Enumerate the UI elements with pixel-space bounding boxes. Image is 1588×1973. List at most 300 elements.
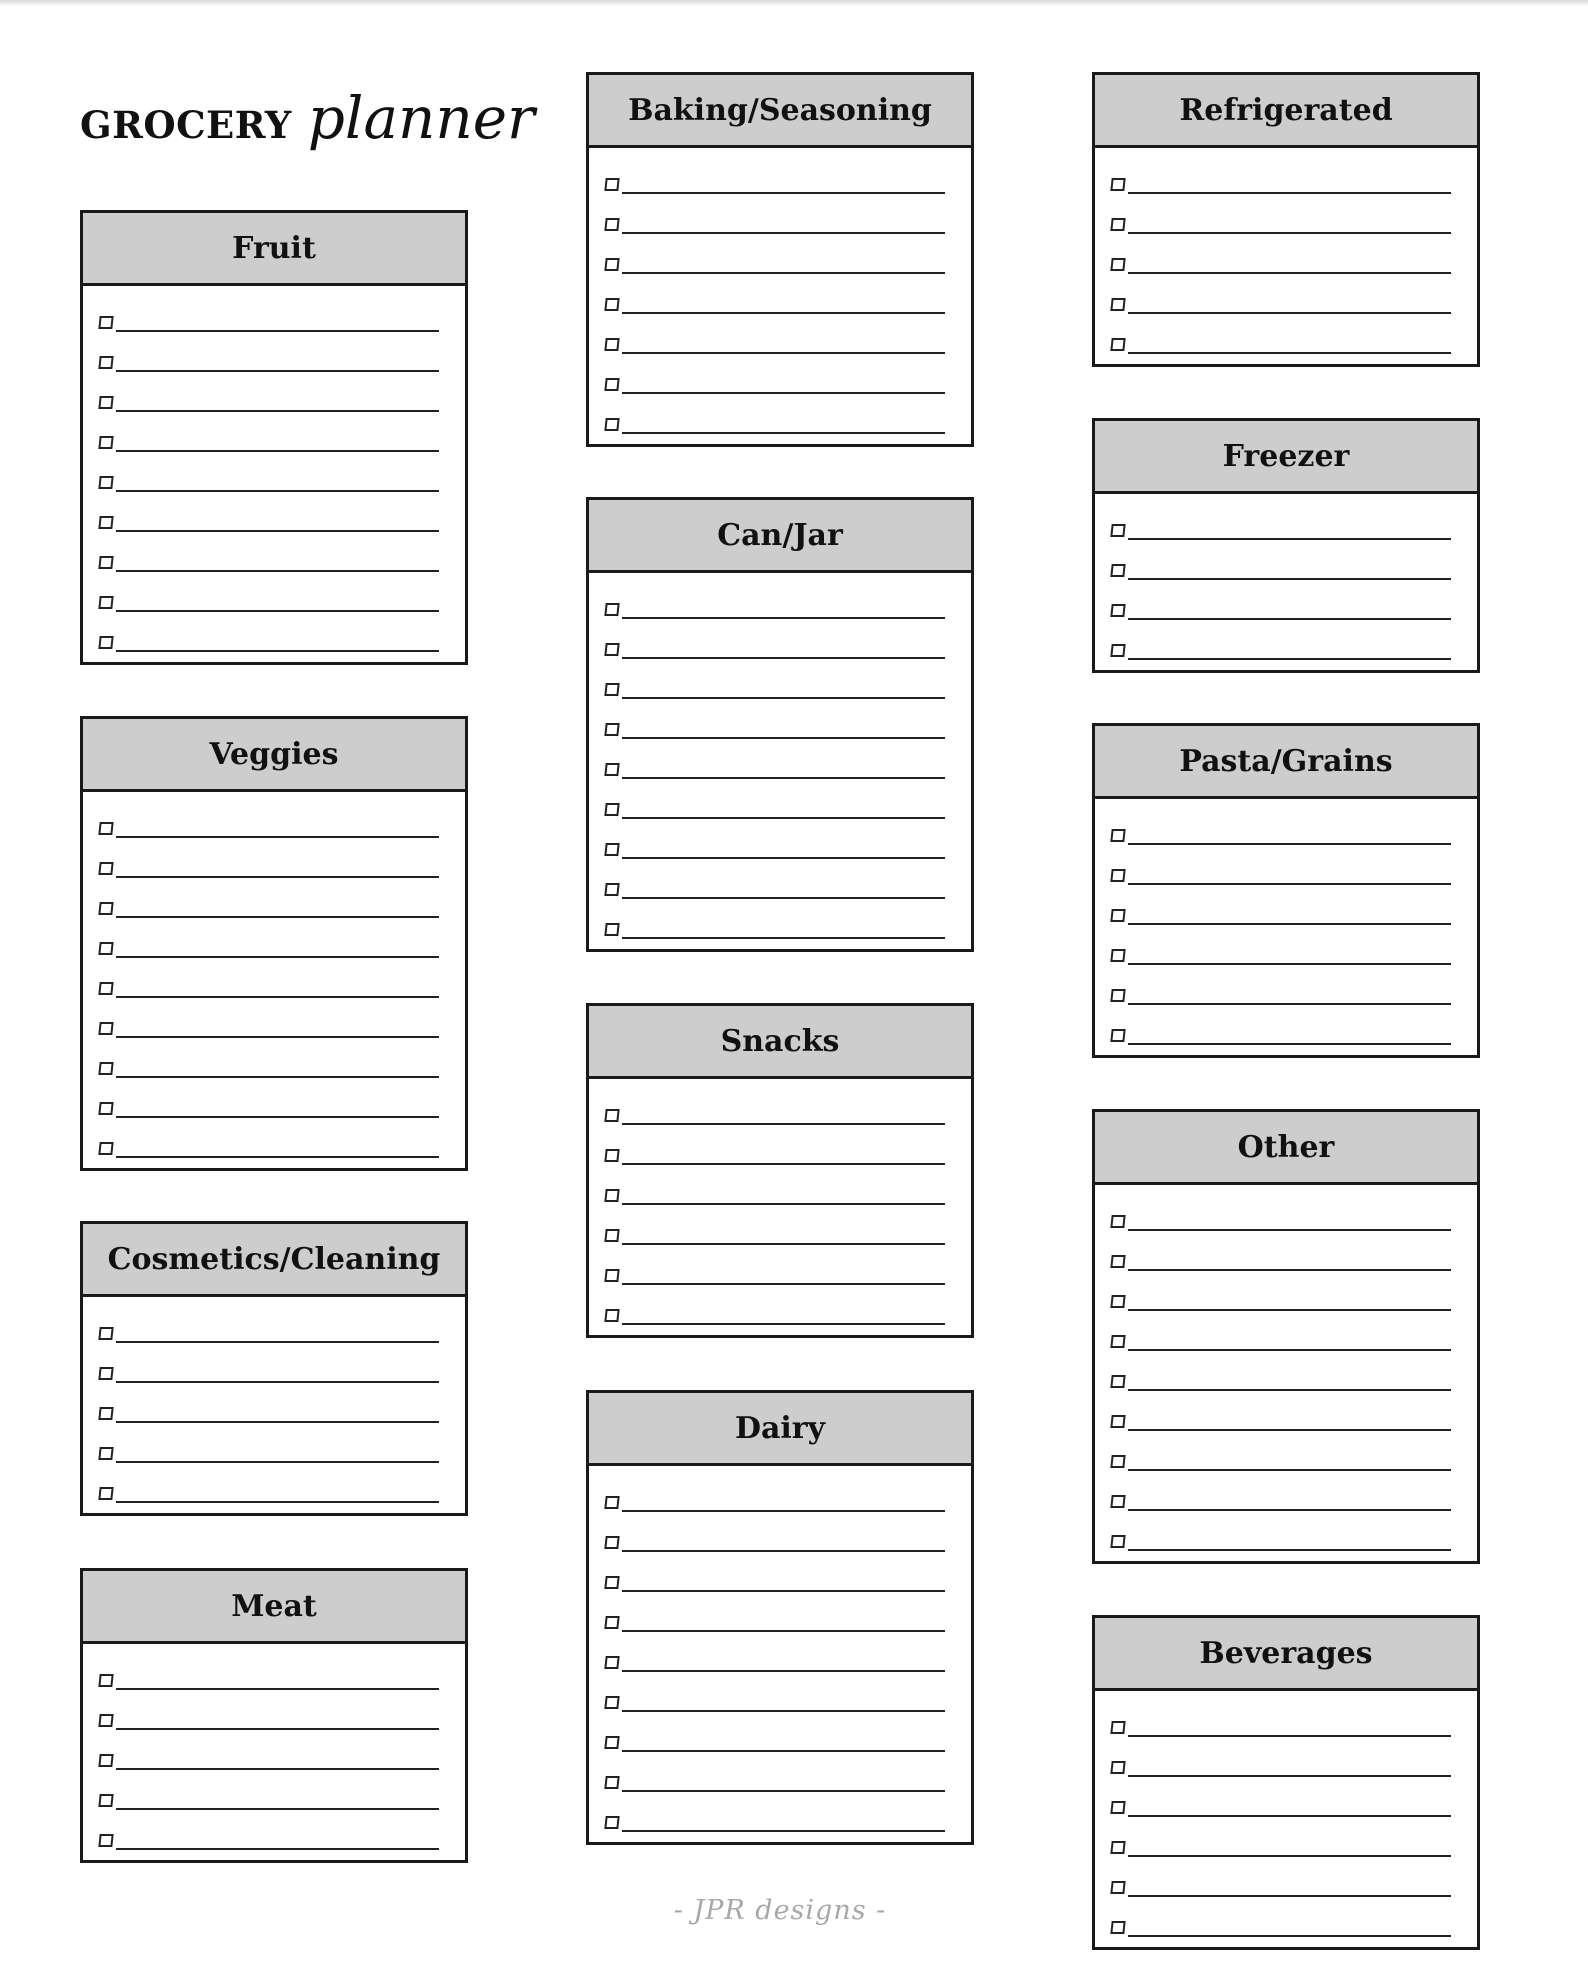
list-item	[1095, 1241, 1477, 1281]
write-line[interactable]	[622, 272, 945, 274]
write-line[interactable]	[622, 1750, 945, 1752]
checkbox[interactable]	[1110, 1215, 1125, 1228]
list-item	[1095, 1521, 1477, 1561]
write-line[interactable]	[622, 657, 945, 659]
top-edge-shadow	[0, 0, 1588, 6]
list-item	[83, 1473, 465, 1513]
list-item	[589, 669, 971, 709]
list-item	[83, 302, 465, 342]
list-item	[83, 342, 465, 382]
checkbox[interactable]	[98, 396, 113, 409]
write-line[interactable]	[116, 1501, 439, 1503]
list-item	[589, 829, 971, 869]
write-line[interactable]	[1128, 1775, 1451, 1777]
list-item	[589, 789, 971, 829]
list-item	[83, 1700, 465, 1740]
write-line[interactable]	[1128, 312, 1451, 314]
checkbox[interactable]	[1110, 1455, 1125, 1468]
write-line[interactable]	[622, 897, 945, 899]
section-heading: Can/Jar	[589, 500, 971, 573]
write-line[interactable]	[622, 432, 945, 434]
checkbox[interactable]	[98, 476, 113, 489]
list-item	[83, 808, 465, 848]
checkbox[interactable]	[604, 218, 619, 231]
section-heading: Pasta/Grains	[1095, 726, 1477, 799]
write-line[interactable]	[622, 1243, 945, 1245]
checkbox[interactable]	[604, 258, 619, 271]
list-item	[589, 1482, 971, 1522]
section-baking-seasoning	[586, 72, 974, 447]
write-line[interactable]	[622, 1550, 945, 1552]
checkbox[interactable]	[98, 1834, 113, 1847]
write-line[interactable]	[116, 330, 439, 332]
write-line[interactable]	[622, 737, 945, 739]
item-list	[589, 148, 971, 444]
list-item	[83, 422, 465, 462]
title-main: GROCERY	[80, 103, 292, 147]
write-line[interactable]	[1128, 1269, 1451, 1271]
checkbox[interactable]	[1110, 258, 1125, 271]
checkbox[interactable]	[1110, 1415, 1125, 1428]
write-line[interactable]	[116, 410, 439, 412]
checkbox[interactable]	[98, 982, 113, 995]
list-item	[1095, 1827, 1477, 1867]
checkbox[interactable]	[604, 178, 619, 191]
write-line[interactable]	[622, 857, 945, 859]
checkbox[interactable]	[604, 1576, 619, 1589]
list-item	[589, 324, 971, 364]
checkbox[interactable]	[98, 636, 113, 649]
checkbox[interactable]	[604, 1616, 619, 1629]
list-item	[1095, 895, 1477, 935]
write-line[interactable]	[1128, 1349, 1451, 1351]
list-item	[589, 1215, 971, 1255]
list-item	[83, 1740, 465, 1780]
checkbox[interactable]	[1110, 298, 1125, 311]
section-snacks	[586, 1003, 974, 1338]
checkbox[interactable]	[604, 378, 619, 391]
write-line[interactable]	[116, 1808, 439, 1810]
write-line[interactable]	[1128, 1309, 1451, 1311]
list-item	[83, 542, 465, 582]
checkbox[interactable]	[604, 1189, 619, 1202]
checkbox[interactable]	[1110, 1375, 1125, 1388]
checkbox[interactable]	[98, 1447, 113, 1460]
list-item	[83, 462, 465, 502]
list-item	[1095, 1361, 1477, 1401]
checkbox[interactable]	[98, 1102, 113, 1115]
write-line[interactable]	[116, 956, 439, 958]
item-list	[1095, 1691, 1477, 1947]
write-line[interactable]	[1128, 1855, 1451, 1857]
checkbox[interactable]	[604, 1269, 619, 1282]
list-item	[83, 968, 465, 1008]
section-other	[1092, 1109, 1480, 1564]
checkbox[interactable]	[98, 862, 113, 875]
checkbox[interactable]	[604, 298, 619, 311]
item-list	[589, 573, 971, 949]
section-freezer	[1092, 418, 1480, 673]
write-line[interactable]	[622, 192, 945, 194]
checkbox[interactable]	[98, 1022, 113, 1035]
list-item	[1095, 204, 1477, 244]
write-line[interactable]	[622, 1283, 945, 1285]
write-line[interactable]	[116, 1116, 439, 1118]
item-list	[1095, 494, 1477, 670]
write-line[interactable]	[116, 450, 439, 452]
checkbox[interactable]	[1110, 829, 1125, 842]
checkbox[interactable]	[1110, 949, 1125, 962]
section-dairy	[586, 1390, 974, 1845]
checkbox[interactable]	[98, 1754, 113, 1767]
item-list	[83, 286, 465, 662]
list-item	[1095, 1201, 1477, 1241]
write-line[interactable]	[622, 937, 945, 939]
checkbox[interactable]	[1110, 1535, 1125, 1548]
list-item	[83, 1820, 465, 1860]
list-item	[83, 1353, 465, 1393]
checkbox[interactable]	[1110, 1881, 1125, 1894]
checkbox[interactable]	[98, 1714, 113, 1727]
checkbox[interactable]	[1110, 1029, 1125, 1042]
section-heading: Beverages	[1095, 1618, 1477, 1691]
list-item	[1095, 1787, 1477, 1827]
section-heading: Veggies	[83, 719, 465, 792]
section-heading: Baking/Seasoning	[589, 75, 971, 148]
write-line[interactable]	[622, 232, 945, 234]
list-item	[83, 1088, 465, 1128]
write-line[interactable]	[1128, 538, 1451, 540]
write-line[interactable]	[1128, 1549, 1451, 1551]
checkbox[interactable]	[98, 942, 113, 955]
list-item	[83, 1008, 465, 1048]
section-cosmetics-cleaning	[80, 1221, 468, 1516]
checkbox[interactable]	[604, 418, 619, 431]
write-line[interactable]	[1128, 1229, 1451, 1231]
checkbox[interactable]	[1110, 989, 1125, 1002]
list-item	[83, 888, 465, 928]
write-line[interactable]	[1128, 883, 1451, 885]
write-line[interactable]	[622, 1203, 945, 1205]
write-line[interactable]	[116, 876, 439, 878]
write-line[interactable]	[622, 1123, 945, 1125]
list-item	[589, 1682, 971, 1722]
write-line[interactable]	[1128, 658, 1451, 660]
item-list	[83, 792, 465, 1168]
write-line[interactable]	[1128, 1895, 1451, 1897]
list-item	[589, 1522, 971, 1562]
list-item	[83, 1393, 465, 1433]
write-line[interactable]	[116, 1728, 439, 1730]
write-line[interactable]	[622, 1163, 945, 1165]
list-item	[1095, 1321, 1477, 1361]
checkbox[interactable]	[1110, 178, 1125, 191]
checkbox[interactable]	[1110, 1295, 1125, 1308]
list-item	[589, 749, 971, 789]
checkbox[interactable]	[604, 1656, 619, 1669]
checkbox[interactable]	[1110, 1335, 1125, 1348]
write-line[interactable]	[1128, 192, 1451, 194]
list-item	[589, 909, 971, 949]
list-item	[83, 848, 465, 888]
list-item	[1095, 1441, 1477, 1481]
write-line[interactable]	[116, 916, 439, 918]
list-item	[1095, 975, 1477, 1015]
write-line[interactable]	[1128, 1429, 1451, 1431]
list-item	[83, 582, 465, 622]
checkbox[interactable]	[98, 1062, 113, 1075]
write-line[interactable]	[622, 312, 945, 314]
checkbox[interactable]	[98, 1487, 113, 1500]
checkbox[interactable]	[604, 1149, 619, 1162]
item-list	[1095, 799, 1477, 1055]
write-line[interactable]	[1128, 1815, 1451, 1817]
list-item	[83, 502, 465, 542]
list-item	[1095, 284, 1477, 324]
checkbox[interactable]	[604, 803, 619, 816]
section-meat	[80, 1568, 468, 1863]
write-line[interactable]	[1128, 1003, 1451, 1005]
list-item	[1095, 324, 1477, 364]
write-line[interactable]	[622, 1590, 945, 1592]
write-line[interactable]	[116, 1381, 439, 1383]
list-item	[589, 164, 971, 204]
write-line[interactable]	[1128, 923, 1451, 925]
list-item	[589, 364, 971, 404]
checkbox[interactable]	[604, 1536, 619, 1549]
checkbox[interactable]	[1110, 1495, 1125, 1508]
checkbox[interactable]	[604, 1816, 619, 1829]
write-line[interactable]	[116, 570, 439, 572]
list-item	[1095, 1015, 1477, 1055]
write-line[interactable]	[622, 697, 945, 699]
write-line[interactable]	[1128, 963, 1451, 965]
write-line[interactable]	[1128, 272, 1451, 274]
write-line[interactable]	[622, 352, 945, 354]
write-line[interactable]	[1128, 618, 1451, 620]
checkbox[interactable]	[604, 1696, 619, 1709]
write-line[interactable]	[116, 1421, 439, 1423]
section-fruit	[80, 210, 468, 665]
list-item	[589, 1295, 971, 1335]
write-line[interactable]	[1128, 578, 1451, 580]
checkbox[interactable]	[98, 1674, 113, 1687]
checkbox[interactable]	[98, 436, 113, 449]
item-list	[83, 1644, 465, 1860]
write-line[interactable]	[116, 370, 439, 372]
section-heading: Fruit	[83, 213, 465, 286]
checkbox[interactable]	[604, 723, 619, 736]
section-heading: Cosmetics/Cleaning	[83, 1224, 465, 1297]
list-item	[589, 284, 971, 324]
write-line[interactable]	[116, 1156, 439, 1158]
write-line[interactable]	[1128, 1735, 1451, 1737]
list-item	[1095, 815, 1477, 855]
write-line[interactable]	[116, 1036, 439, 1038]
list-item	[1095, 1401, 1477, 1441]
write-line[interactable]	[1128, 1389, 1451, 1391]
write-line[interactable]	[1128, 1935, 1451, 1937]
write-line[interactable]	[116, 610, 439, 612]
checkbox[interactable]	[1110, 338, 1125, 351]
list-item	[1095, 1707, 1477, 1747]
write-line[interactable]	[622, 1830, 945, 1832]
checkbox[interactable]	[604, 1309, 619, 1322]
checkbox[interactable]	[1110, 869, 1125, 882]
item-list	[589, 1466, 971, 1842]
list-item	[83, 1660, 465, 1700]
section-beverages	[1092, 1615, 1480, 1950]
checkbox[interactable]	[604, 763, 619, 776]
write-line[interactable]	[116, 1848, 439, 1850]
write-line[interactable]	[1128, 843, 1451, 845]
list-item	[1095, 1907, 1477, 1947]
checkbox[interactable]	[1110, 524, 1125, 537]
checkbox[interactable]	[604, 843, 619, 856]
write-line[interactable]	[622, 1323, 945, 1325]
write-line[interactable]	[622, 392, 945, 394]
list-item	[1095, 1281, 1477, 1321]
checkbox[interactable]	[604, 1776, 619, 1789]
write-line[interactable]	[622, 1630, 945, 1632]
checkbox[interactable]	[1110, 1801, 1125, 1814]
list-item	[1095, 550, 1477, 590]
checkbox[interactable]	[98, 822, 113, 835]
checkbox[interactable]	[1110, 564, 1125, 577]
list-item	[589, 1722, 971, 1762]
list-item	[589, 709, 971, 749]
write-line[interactable]	[622, 777, 945, 779]
section-heading: Meat	[83, 1571, 465, 1644]
checkbox[interactable]	[1110, 1921, 1125, 1934]
list-item	[589, 1175, 971, 1215]
write-line[interactable]	[1128, 1509, 1451, 1511]
write-line[interactable]	[116, 530, 439, 532]
checkbox[interactable]	[98, 1794, 113, 1807]
checkbox[interactable]	[604, 883, 619, 896]
checkbox[interactable]	[98, 1327, 113, 1340]
item-list	[83, 1297, 465, 1513]
section-can-jar	[586, 497, 974, 952]
list-item	[589, 589, 971, 629]
checkbox[interactable]	[604, 603, 619, 616]
checkbox[interactable]	[604, 1736, 619, 1749]
checkbox[interactable]	[98, 556, 113, 569]
list-item	[589, 1135, 971, 1175]
section-heading: Freezer	[1095, 421, 1477, 494]
list-item	[589, 1762, 971, 1802]
list-item	[83, 1313, 465, 1353]
section-heading: Other	[1095, 1112, 1477, 1185]
checkbox[interactable]	[98, 1142, 113, 1155]
page-title	[80, 84, 535, 152]
write-line[interactable]	[622, 1710, 945, 1712]
checkbox[interactable]	[98, 516, 113, 529]
write-line[interactable]	[622, 1790, 945, 1792]
write-line[interactable]	[1128, 1043, 1451, 1045]
list-item	[83, 1433, 465, 1473]
section-heading: Dairy	[589, 1393, 971, 1466]
write-line[interactable]	[116, 1461, 439, 1463]
write-line[interactable]	[1128, 232, 1451, 234]
write-line[interactable]	[116, 1076, 439, 1078]
list-item	[1095, 1481, 1477, 1521]
item-list	[1095, 1185, 1477, 1561]
list-item	[83, 1780, 465, 1820]
write-line[interactable]	[1128, 352, 1451, 354]
checkbox[interactable]	[1110, 218, 1125, 231]
checkbox[interactable]	[604, 1496, 619, 1509]
list-item	[83, 622, 465, 662]
write-line[interactable]	[116, 1688, 439, 1690]
checkbox[interactable]	[1110, 604, 1125, 617]
list-item	[589, 1562, 971, 1602]
item-list	[1095, 148, 1477, 364]
write-line[interactable]	[622, 1670, 945, 1672]
checkbox[interactable]	[98, 1367, 113, 1380]
write-line[interactable]	[116, 1768, 439, 1770]
title-script: planner	[307, 84, 535, 152]
list-item	[589, 1642, 971, 1682]
section-heading: Snacks	[589, 1006, 971, 1079]
checkbox[interactable]	[1110, 1721, 1125, 1734]
list-item	[83, 382, 465, 422]
write-line[interactable]	[116, 996, 439, 998]
list-item	[83, 1048, 465, 1088]
checkbox[interactable]	[98, 1407, 113, 1420]
checkbox[interactable]	[604, 923, 619, 936]
list-item	[589, 204, 971, 244]
checkbox[interactable]	[98, 596, 113, 609]
checkbox[interactable]	[1110, 1841, 1125, 1854]
list-item	[1095, 855, 1477, 895]
checkbox[interactable]	[1110, 909, 1125, 922]
list-item	[1095, 935, 1477, 975]
section-heading: Refrigerated	[1095, 75, 1477, 148]
list-item	[589, 869, 971, 909]
list-item	[1095, 1747, 1477, 1787]
checkbox[interactable]	[604, 683, 619, 696]
list-item	[83, 928, 465, 968]
write-line[interactable]	[622, 1510, 945, 1512]
list-item	[1095, 164, 1477, 204]
list-item	[1095, 590, 1477, 630]
checkbox[interactable]	[604, 643, 619, 656]
checkbox[interactable]	[1110, 644, 1125, 657]
list-item	[589, 629, 971, 669]
write-line[interactable]	[622, 817, 945, 819]
checkbox[interactable]	[1110, 1255, 1125, 1268]
footer-credit: - JPR designs -	[673, 1895, 887, 1926]
write-line[interactable]	[116, 650, 439, 652]
write-line[interactable]	[116, 490, 439, 492]
checkbox[interactable]	[1110, 1761, 1125, 1774]
list-item	[589, 1602, 971, 1642]
write-line[interactable]	[116, 836, 439, 838]
write-line[interactable]	[116, 1341, 439, 1343]
list-item	[83, 1128, 465, 1168]
checkbox[interactable]	[98, 316, 113, 329]
list-item	[1095, 1867, 1477, 1907]
checkbox[interactable]	[604, 1229, 619, 1242]
checkbox[interactable]	[604, 338, 619, 351]
list-item	[1095, 630, 1477, 670]
write-line[interactable]	[622, 617, 945, 619]
write-line[interactable]	[1128, 1469, 1451, 1471]
checkbox[interactable]	[98, 902, 113, 915]
checkbox[interactable]	[604, 1109, 619, 1122]
checkbox[interactable]	[98, 356, 113, 369]
